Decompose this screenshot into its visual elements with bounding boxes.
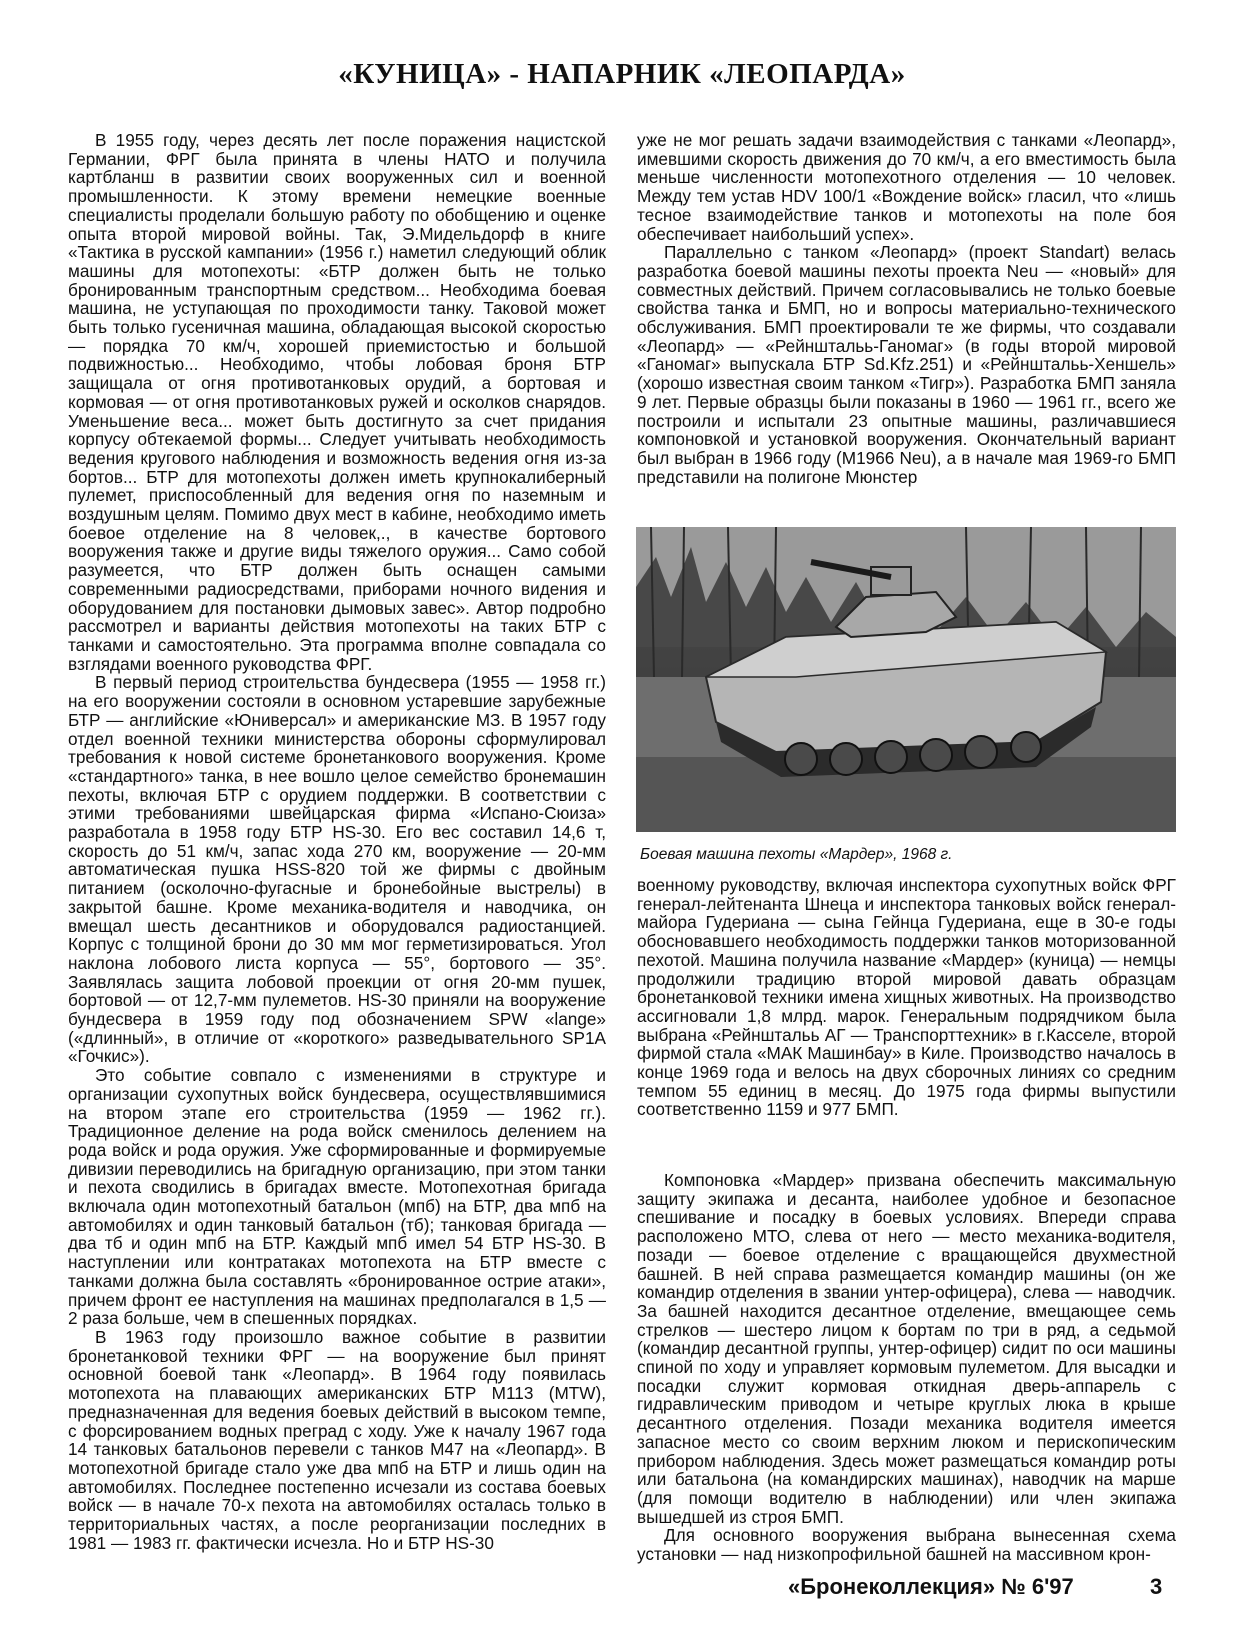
paragraph: Компоновка «Мардер» призвана обеспечить максимальную защиту экипажа и десанта, наиболее удобное и безопасное спешивание и посадку в боевых условиях. Впереди справа расположено МТО, слева от него — место механика-водителя, позади — боевое отделение с вращающейся двухместной башней. В ней справа размещается командир машины (он же командир отделения в звании унтер-офицера), слева — наводчик. За башней находится десантное отделение, вмещающее семь стрелков — шестеро лицом к бортам по три в ряд, а седьмой (командир десантной группы, унтер-офицер) сидит по оси машины спиной по ходу и управляет кормовым пулеметом. Для высадки и посадки служит кормовая откидная дверь-аппарель с гидравлическим приводом и четыре круглых люка в крыше десантного отделения. Позади механика водителя имеется запасное место со своим верхним люком и перископическим прибором наблюдения. Здесь может размещаться командир роты или батальона (на командирских машинах), наводчик на марше (для помощи водителю в наблюдении) или член экипажа вышедшей из строя БМП.	[637, 1170, 1176, 1527]
paragraph: В первый период строительства бундесвера (1955 — 1958 гг.) на его вооружении состояли в основном устаревшие зарубежные БТР — английские «Юниверсал» и американские МЗ. В 1957 году отдел военной техники министерства обороны сформулировал требования к новой системе бронетанкового вооружения. Кроме «стандартного» танка, в нее вошло целое семейство бронемашин пехоты, включая БТР с орудием поддержки. В соответствии с этими требованиями швейцарская фирма «Испано-Сюиза» разработала в 1958 году БТР HS-30. Его вес составил 14,6 т, скорость до 51 км/ч, запас хода 270 км, вооружение — 20-мм автоматическая пушка HSS-820 той же фирмы с двойным питанием (осколочно-фугасные и бронебойные выстрелы) в закрытой башне. Кроме механика-водителя и наводчика, он вмещал шесть десантников и оборудовался радиостанцией. Корпус с толщиной брони до 30 мм мог герметизироваться. Угол наклона лобового листа корпуса — 55°, бортового — 35°. Заявлялась защита лобовой проекции от огня 20-мм пушек, бортовой — от 12,7-мм пулеметов. HS-30 приняли на вооружение бундесвера в 1959 году под обозначением SPW «lange» («длинный», в отличие от «короткого» разведывательного SP1A «Гочкис»).	[68, 672, 606, 1067]
paragraph: Для основного вооружения выбрана вынесенная схема установки — над низкопрофильной башней на массивном крон-	[637, 1525, 1176, 1565]
marder-photo	[636, 527, 1176, 832]
photo-caption: Боевая машина пехоты «Мардер», 1968 г.	[640, 846, 953, 863]
page-number: 3	[1150, 1574, 1163, 1599]
paragraph: военному руководству, включая инспектора сухопутных войск ФРГ генерал-лейтенанта Шнеца и инспектора танковых войск генерал-майора Гудериана — сына Гейнца Гудериана, еще в 30-е годы обосновавшего необходимость поддержки танков моторизованной пехотой. Машина получила название «Мардер» (куница) — немцы продолжили традицию второй мировой давать образцам бронетанковой техники имена хищных животных. На производство ассигновали 1,8 млрд. марок. Генеральным подрядчиком была выбрана «Рейнштальь АГ — Транспорттехник» в г.Касселе, второй фирмой стала «МАК Машинбау» в Киле. Производство началось в конце 1969 года и велось на двух сборочных линиях со средним темпом 55 единиц в месяц. До 1975 года фирмы выпустили соответственно 1159 и 977 БМП.	[637, 875, 1176, 1120]
left-column	[68, 131, 606, 1552]
article-title: «КУНИЦА» - НАПАРНИК «ЛЕОПАРДА»	[338, 58, 906, 90]
paragraph: Параллельно с танком «Леопард» (проект Standart) велась разработка боевой машины пехоты проекта Neu — «новый» для совместных действий. Причем согласовывались не только боевые свойства танка и БМП, но и вопросы материально-технического обслуживания. БМП проектировали те же фирмы, что создавали «Леопард» — «Рейнштальь-Ганомаг» (в годы второй мировой «Ганомаг» выпускала БТР Sd.Kfz.251) и «Рейнштальь-Хеншель» (хорошо известная своим танком «Тигр»). Разработка БМП заняла 9 лет. Первые образцы были показаны в 1960 — 1961 гг., всего же построили и испытали 23 опытные машины, различавшиеся компоновкой и установкой вооружения. Окончательный вариант был выбран в 1966 году (M1966 Neu), а в начале мая 1969-го БМП представили на полигоне Мюнстер	[637, 242, 1176, 487]
paragraph: В 1955 году, через десять лет после поражения нацистской Германии, ФРГ была принята в члены НАТО и получила картбланш в развитии своих вооруженных сил и военной промышленности. К этому времени немецкие военные специалисты проделали большую работу по обобщению и оценке опыта второй мировой войны. Так, Э.Мидельдорф в книге «Тактика в русской кампании» (1956 г.) наметил следующий облик машины для мотопехоты: «БТР должен быть не только бронированным транспортным средством... Необходима боевая машина, не уступающая по проходимости танку. Таковой может быть только гусеничная машина, обладающая высокой скоростью — порядка 70 км/ч, хорошей приемистостью и большой подвижностью... Необходимо, чтобы лобовая броня БТР защищала от огня противотанковых орудий, а бортовая и кормовая — от огня противотанковых ружей и осколков снарядов. Уменьшение веса... может быть достигнуто за счет придания корпусу обтекаемой формы... Следует учитывать необходимость ведения кругового наблюдения и возможность ведения огня из-за бортов... БТР для мотопехоты должен иметь крупнокалиберный пулемет, приспособленный для ведения огня по наземным и воздушным целям. Помимо двух мест в кабине, необходимо иметь боевое отделение на 8 человек,., в качестве бортового вооружения также и другие виды тяжелого оружия... Само собой разумеется, что БТР должен быть оснащен самыми современными радиосредствами, приборами ночного видения и оборудованием для постановки дымовых завес». Автор подробно рассмотрел и варианты действия мотопехоты на таких БТР с танками и самостоятельно. Эта программа вполне совпадала со взглядами военного руководства ФРГ.	[68, 130, 606, 674]
right-column-bottom	[637, 1171, 1176, 1564]
ifv-illustration	[636, 527, 1176, 832]
paragraph: уже не мог решать задачи взаимодействия с танками «Леопард», имевшими скорость движения до 70 км/ч, а его вместимость была меньше численности мотопехотного отделения — 10 человек. Между тем устав HDV 100/1 «Вождение войск» гласил, что «лишь тесное взаимодействие танков и мотопехоты на поле боя обеспечивает наибольший успех».	[637, 130, 1176, 244]
right-column-middle	[637, 876, 1176, 1119]
paragraph: В 1963 году произошло важное событие в развитии бронетанковой техники ФРГ — на вооружение был принят основной боевой танк «Леопард». В 1964 году появилась мотопехота на плавающих американских БТР М113 (MTW), предназначенная для ведения боевых действий в высоком темпе, с форсированием водных преград с ходу. Уже к началу 1967 года 14 танковых батальонов перевели с танков М47 на «Леопард». В мотопехотной бригаде стало уже два мпб на БТР и лишь один на автомобилях. Последнее постепенно исчезали из состава боевых войск — в начале 70-х пехота на автомобилях осталась только в территориальных частях, а после реорганизации последних в 1981 — 1983 гг. фактически исчезла. Но и БТР HS-30	[68, 1327, 606, 1553]
paragraph: Это событие совпало с изменениями в структуре и организации сухопутных войск бундесвера, осуществлявшимися на втором этапе его строительства (1959 — 1962 гг.). Традиционное деление на рода войск сменилось делением на рода войск и рода оружия. Уже сформированные и формируемые дивизии переводились на бригадную организацию, при этом танки и пехота сводились в бригадах вместе. Мотопехотная бригада включала один мотопехотный батальон (мпб) на БТР, два мпб на автомобилях и один танковый батальон (тб); танковая бригада — два тб и один мпб на БТР. Каждый мпб имел 54 БТР HS-30. В наступлении или контратаках мотопехота на БТР вместе с танками должна была составлять «бронированное острие атаки», причем фронт ее наступления на машинах предполагался в 1,5 — 2 раза больше, чем в спешенных порядках.	[68, 1065, 606, 1329]
magazine-footer: «Бронеколлекция» № 6'97	[788, 1574, 1074, 1599]
right-column-top	[637, 131, 1176, 486]
